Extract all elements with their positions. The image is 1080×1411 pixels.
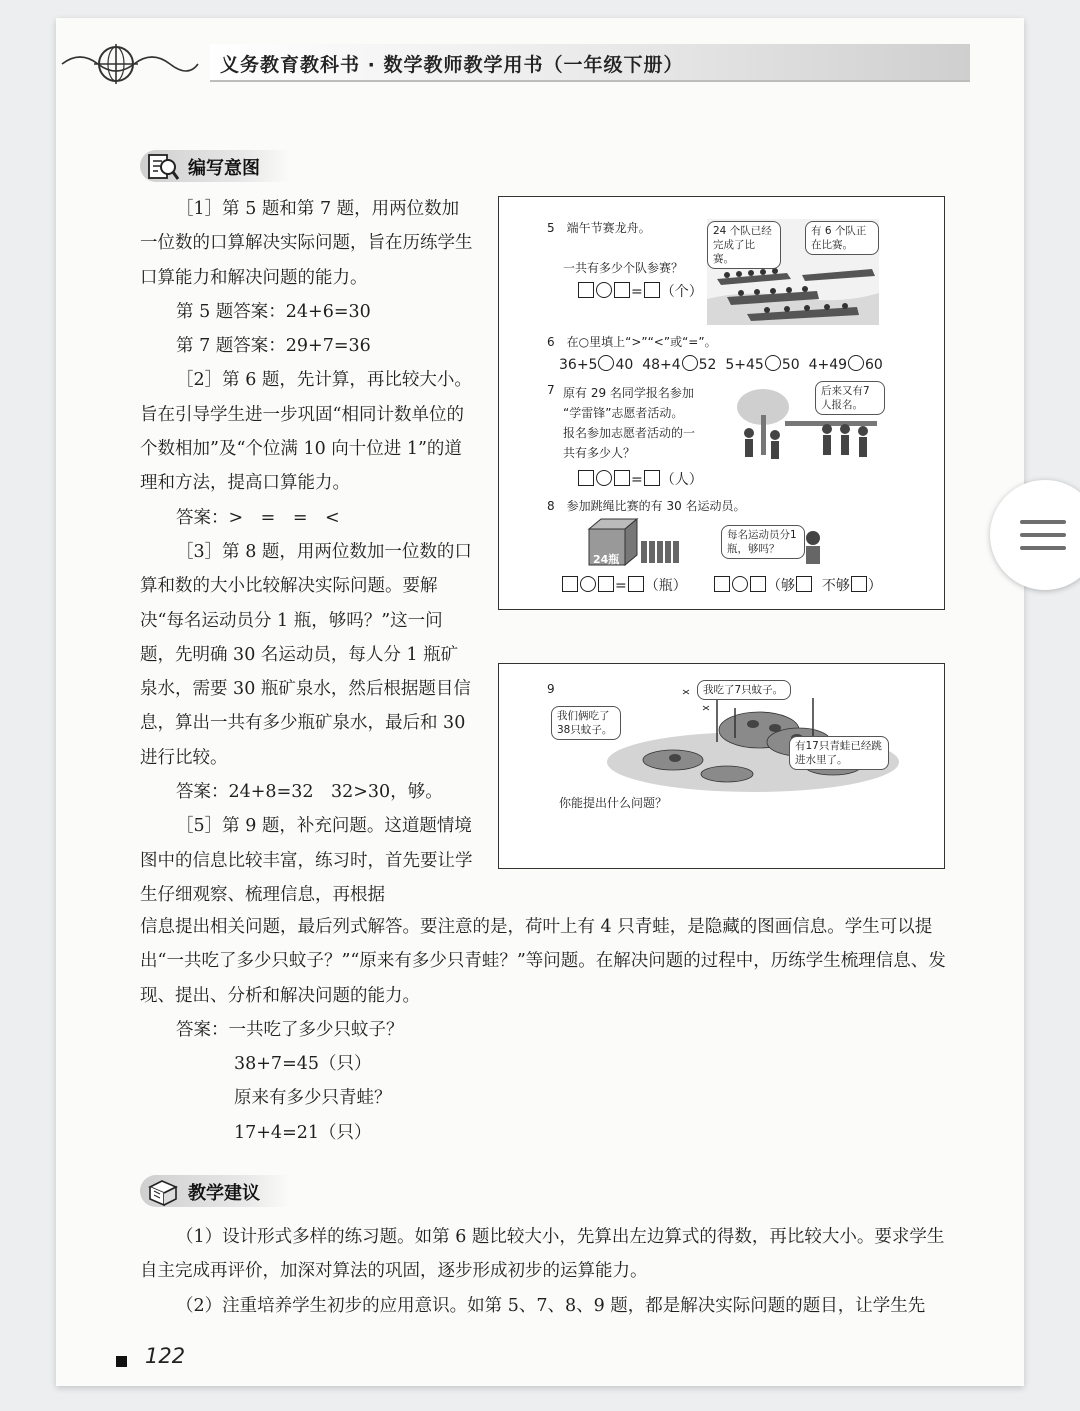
section-heading-writing-intent <box>140 150 290 182</box>
q8-title: 8 参加跳绳比赛的有 30 名运动员。 <box>547 499 746 513</box>
q8-box-label: 24瓶 <box>593 553 620 566</box>
header-title: 义务教育教科书 · 数学教师教学用书（一年级下册） <box>220 54 684 76</box>
answer-q5: 第 5 题答案：24+6=30 <box>176 301 371 322</box>
magnifier-document-icon <box>146 152 180 186</box>
answer-q9-line1: 38+7=45（只） <box>234 1054 372 1075</box>
exercise-figure-5-8 <box>498 196 945 610</box>
q8-comparison-blanks: （够 不够 ） <box>713 575 882 595</box>
q5-equation-blanks: = （个） <box>577 281 703 301</box>
globe-wave-logo <box>60 42 200 90</box>
answer-q9-label: 答案：一共吃了多少只蚊子？ <box>176 1019 404 1040</box>
q9-bubble-ate-seven: 我吃了7只蚊子。 <box>697 680 791 700</box>
q5-bubble-racing: 有 6 个队正在比赛。 <box>805 221 879 255</box>
q8-bubble: 每名运动员分1瓶，够吗？ <box>721 525 805 559</box>
paragraph-q8: ［3］第 8 题，用两位数加一位数的口算和数的大小比较解决实际问题。要解决“每名运动员分 1 瓶，够吗？”这一问题，先明确 30 名运动员，每人分 1 瓶矿泉水，需要 30 瓶矿泉水，然后根据题目信息，算出一共有多少瓶矿泉水，最后和 30 进行比较。 <box>140 541 472 768</box>
exercise-figure-9 <box>498 663 945 869</box>
paragraph-q9-start: ［5］第 9 题，补充问题。这道题情境图中的信息比较丰富，练习时，首先要让学生仔细观察、梳理信息，再根据 <box>140 816 473 905</box>
paragraph-q9-rest: 信息提出相关问题，最后列式解答。要注意的是，荷叶上有 4 只青蛙，是隐藏的图画信息。学生可以提出“一共吃了多少只蚊子？”“原来有多少只青蛙？”等问题。在解决问题的过程中，历练学生梳理信息、发现、提出、分析和解决问题的能力。 <box>140 917 946 1006</box>
section-heading-teaching-advice <box>140 1175 290 1207</box>
q7-text: 原有 29 名同学报名参加 “学雷锋”志愿者活动。 报名参加志愿者活动的一 共有多少人？ <box>563 386 696 460</box>
q7-bubble: 后来又有7人报名。 <box>815 381 885 415</box>
q5-question: 一共有多少个队参赛？ <box>563 261 684 275</box>
child-figure <box>799 529 827 567</box>
answer-q9-line2: 原来有多少只青蛙？ <box>234 1088 392 1109</box>
advice-item-1: （1）设计形式多样的练习题。如第 6 题比较大小，先算出左边算式的得数，再比较大小。要求学生自主完成再评价，加深对算法的巩固，逐步形成初步的运算能力。 <box>140 1227 945 1282</box>
writing-intent-column <box>140 192 473 912</box>
page-header <box>60 42 910 88</box>
cube-book-icon <box>146 1177 182 1211</box>
teaching-advice-text <box>140 1220 946 1323</box>
q5-title: 5 端午节赛龙舟。 <box>547 221 651 235</box>
q6-title: 6 在○里填上“>”“<”或“=”。 <box>547 335 717 349</box>
section-title: 编写意图 <box>188 158 260 179</box>
advice-item-2: （2）注重培养学生初步的应用意识。如第 5、7、8、9 题，都是解决实际问题的题目，让学生先 <box>176 1295 926 1316</box>
answer-q8: 答案：24+8=32 32>30，够。 <box>176 782 443 803</box>
page-number-marker <box>116 1356 127 1367</box>
q9-question: 你能提出什么问题？ <box>559 796 668 810</box>
q9-bubble-frogs-ate: 我们俩吃了38只蚊子。 <box>551 706 621 740</box>
q9-bubble-jumped: 有17只青蛙已经跳进水里了。 <box>789 736 889 770</box>
q6-comparisons: 36+5 40 48+4 52 5+45 50 4+49 60 <box>559 357 883 373</box>
q9-continuation <box>140 910 946 1150</box>
q7-equation-blanks: = （人） <box>577 469 703 489</box>
answer-q9-line3: 17+4=21（只） <box>234 1122 372 1143</box>
q9-number: 9 <box>547 682 555 696</box>
q5-bubble-finished: 24 个队已经完成了比赛。 <box>707 221 781 269</box>
q7-number: 7 <box>547 383 555 397</box>
answer-q7: 第 7 题答案：29+7=36 <box>176 336 371 357</box>
page-number: 122 <box>145 1344 186 1368</box>
answer-q6: 答案：> = = < <box>176 507 340 528</box>
q8-equation-blanks: = （瓶） <box>561 575 687 595</box>
paragraph-q6: ［2］第 6 题，先计算，再比较大小。旨在引导学生进一步巩固“相同计数单位的个数相加”及“个位满 10 向十位进 1”的道理和方法，提高口算能力。 <box>140 370 472 494</box>
paragraph-q5-q7: ［1］第 5 题和第 7 题，用两位数加一位数的口算解决实际问题，旨在历练学生口算能力和解决问题的能力。 <box>140 199 473 288</box>
section-title: 教学建议 <box>188 1183 260 1204</box>
